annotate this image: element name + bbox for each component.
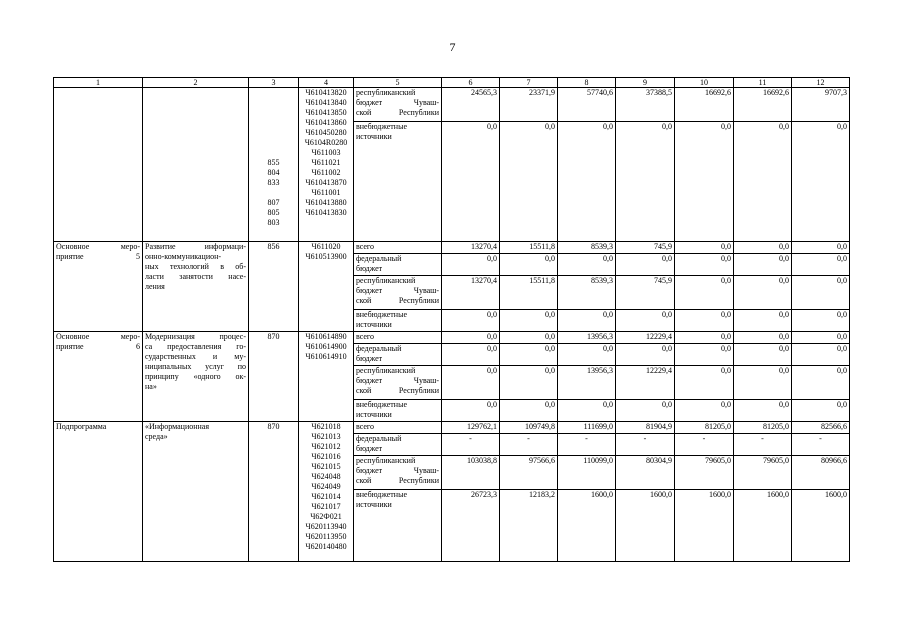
measure-name-line: Основное меро- xyxy=(56,242,140,251)
amount-cell: 0,0 xyxy=(734,122,792,242)
target-article-code: Ч610413840 xyxy=(305,98,347,107)
funding-source-cell xyxy=(354,88,442,122)
amount-cell: 12229,4 xyxy=(616,366,675,400)
amount-cell: 0,0 xyxy=(442,310,500,332)
amount-cell: 0,0 xyxy=(792,310,850,332)
amount-cell: 0,0 xyxy=(734,344,792,366)
measure-description-line: ласти занятости насе- xyxy=(145,272,246,281)
code-spacer xyxy=(251,88,296,158)
target-article-code: Ч611020 xyxy=(311,242,341,251)
target-article-code: Ч610413850 xyxy=(305,108,347,117)
budget-table xyxy=(53,77,850,562)
target-article-cell xyxy=(299,422,354,562)
amount-cell: 0,0 xyxy=(616,400,675,422)
amount-cell: 0,0 xyxy=(500,310,558,332)
column-header: 8 xyxy=(558,78,616,88)
amount-cell: - xyxy=(792,434,850,456)
amount-cell: 0,0 xyxy=(675,366,734,400)
column-header: 10 xyxy=(675,78,734,88)
amount-cell: 110099,0 xyxy=(558,456,616,490)
page-number: 7 xyxy=(449,40,456,54)
funding-source-line: федеральный xyxy=(356,344,402,353)
funding-source-line: всего xyxy=(356,332,375,341)
target-article-code: Ч611003 xyxy=(311,148,341,157)
target-article-code: Ч621016 xyxy=(311,452,341,461)
amount-cell: 0,0 xyxy=(500,254,558,276)
funding-source-line: ской Республики xyxy=(356,108,439,117)
funding-source-cell xyxy=(354,310,442,332)
amount-cell: 0,0 xyxy=(675,310,734,332)
measure-description-line: ления xyxy=(145,282,165,291)
amount-cell: 0,0 xyxy=(500,400,558,422)
funding-source-cell xyxy=(354,490,442,562)
target-article-code: Ч611021 xyxy=(311,158,341,167)
amount-cell: 0,0 xyxy=(792,276,850,310)
ministry-code: 870 xyxy=(267,422,280,431)
target-article-code: Ч610614890 xyxy=(305,332,347,341)
measure-description-cell xyxy=(143,422,249,562)
target-article-code: Ч610614900 xyxy=(305,342,347,351)
amount-cell: 0,0 xyxy=(675,254,734,276)
target-article-code: Ч610413820 xyxy=(305,88,347,97)
amount-cell: 0,0 xyxy=(734,366,792,400)
funding-source-cell xyxy=(354,366,442,400)
ministry-code-cell xyxy=(249,422,299,562)
amount-cell: 0,0 xyxy=(792,242,850,254)
funding-source-line: бюджет xyxy=(356,264,383,273)
target-article-code: Ч610413870 xyxy=(305,178,347,187)
target-article-cell xyxy=(299,88,354,242)
funding-source-line: внебюджетные xyxy=(356,400,407,409)
ministry-code: 805 xyxy=(267,208,280,217)
amount-cell: 0,0 xyxy=(734,276,792,310)
amount-cell: 37388,5 xyxy=(616,88,675,122)
funding-source-line: ской Республики xyxy=(356,296,439,305)
amount-cell: 16692,6 xyxy=(675,88,734,122)
amount-cell: 13956,3 xyxy=(558,366,616,400)
amount-cell: - xyxy=(734,434,792,456)
amount-cell: 745,9 xyxy=(616,276,675,310)
target-article-cell xyxy=(299,242,354,332)
funding-source-line: республиканский xyxy=(356,88,416,97)
funding-source-line: всего xyxy=(356,422,375,431)
amount-cell: 0,0 xyxy=(792,254,850,276)
measure-description-line: са предоставления го- xyxy=(145,342,246,351)
funding-source-cell xyxy=(354,422,442,434)
measure-name-cell xyxy=(54,332,143,422)
measure-description-line: среда» xyxy=(145,432,168,441)
column-header: 7 xyxy=(500,78,558,88)
funding-source-line: внебюджетные xyxy=(356,310,407,319)
target-article-code: Ч610614910 xyxy=(305,352,347,361)
amount-cell: 1600,0 xyxy=(675,490,734,562)
amount-cell: 24565,3 xyxy=(442,88,500,122)
amount-cell: 745,9 xyxy=(616,242,675,254)
amount-cell: 0,0 xyxy=(675,332,734,344)
funding-source-line: бюджет Чуваш- xyxy=(356,466,439,475)
ministry-code: 804 xyxy=(267,168,280,177)
funding-source-line: федеральный xyxy=(356,254,402,263)
funding-source-line: источники xyxy=(356,320,392,329)
funding-source-line: бюджет Чуваш- xyxy=(356,98,439,107)
funding-source-cell xyxy=(354,254,442,276)
target-article-code: Ч620140480 xyxy=(305,542,347,551)
amount-cell: 0,0 xyxy=(675,400,734,422)
funding-source-cell xyxy=(354,434,442,456)
amount-cell: 0,0 xyxy=(734,332,792,344)
table-row xyxy=(54,332,850,344)
target-article-code: Ч62Ф021 xyxy=(310,512,342,521)
target-article-code: Ч610450280 xyxy=(305,128,347,137)
amount-cell: 0,0 xyxy=(675,242,734,254)
amount-cell: 0,0 xyxy=(792,122,850,242)
amount-cell: 0,0 xyxy=(675,344,734,366)
funding-source-cell xyxy=(354,332,442,344)
amount-cell: 0,0 xyxy=(442,344,500,366)
funding-source-line: республиканский xyxy=(356,276,416,285)
amount-cell: 0,0 xyxy=(442,332,500,344)
amount-cell: 0,0 xyxy=(500,122,558,242)
amount-cell: 8539,3 xyxy=(558,242,616,254)
amount-cell: 1600,0 xyxy=(558,490,616,562)
target-article-code: Ч620113950 xyxy=(305,532,347,541)
amount-cell: 57740,6 xyxy=(558,88,616,122)
amount-cell: 0,0 xyxy=(792,400,850,422)
amount-cell: 0,0 xyxy=(558,400,616,422)
table-row xyxy=(54,422,850,434)
amount-cell: 0,0 xyxy=(616,254,675,276)
measure-description-line: Развитие информаци- xyxy=(145,242,246,251)
funding-source-line: ской Республики xyxy=(356,386,439,395)
amount-cell: - xyxy=(442,434,500,456)
amount-cell: 0,0 xyxy=(792,332,850,344)
target-article-code: Ч610413830 xyxy=(305,208,347,217)
column-header-row xyxy=(54,78,850,88)
measure-name-line: Подпрограмма xyxy=(56,422,107,431)
amount-cell: 12183,2 xyxy=(500,490,558,562)
amount-cell: - xyxy=(616,434,675,456)
amount-cell: 80966,6 xyxy=(792,456,850,490)
column-header: 3 xyxy=(249,78,299,88)
amount-cell: 15511,8 xyxy=(500,242,558,254)
ministry-code: 856 xyxy=(267,242,280,251)
amount-cell: 0,0 xyxy=(442,122,500,242)
funding-source-line: бюджет Чуваш- xyxy=(356,286,439,295)
measure-description-line: на» xyxy=(145,382,157,391)
target-article-code: Ч624049 xyxy=(311,482,341,491)
target-article-code: Ч621014 xyxy=(311,492,341,501)
amount-cell: 0,0 xyxy=(442,254,500,276)
target-article-code: Ч624048 xyxy=(311,472,341,481)
funding-source-cell xyxy=(354,242,442,254)
amount-cell: 0,0 xyxy=(616,122,675,242)
amount-cell: 0,0 xyxy=(558,344,616,366)
measure-description-line: онно-коммуникацион- xyxy=(145,252,222,261)
funding-source-line: бюджет Чуваш- xyxy=(356,376,439,385)
amount-cell: 8539,3 xyxy=(558,276,616,310)
amount-cell: 13270,4 xyxy=(442,242,500,254)
amount-cell: 82566,6 xyxy=(792,422,850,434)
measure-description-line: «Информационная xyxy=(145,422,210,431)
column-header: 6 xyxy=(442,78,500,88)
amount-cell: 0,0 xyxy=(558,310,616,332)
ministry-code-cell xyxy=(249,242,299,332)
amount-cell: 81205,0 xyxy=(734,422,792,434)
column-header: 12 xyxy=(792,78,850,88)
ministry-code: 803 xyxy=(267,218,280,227)
amount-cell: 1600,0 xyxy=(734,490,792,562)
measure-description-line: ниципальных услуг по xyxy=(145,362,246,371)
column-header: 11 xyxy=(734,78,792,88)
amount-cell: 129762,1 xyxy=(442,422,500,434)
amount-cell: 0,0 xyxy=(442,400,500,422)
amount-cell: 81904,9 xyxy=(616,422,675,434)
target-article-code: Ч621018 xyxy=(311,422,341,431)
amount-cell: 103038,8 xyxy=(442,456,500,490)
funding-source-line: бюджет xyxy=(356,444,383,453)
amount-cell: 0,0 xyxy=(558,122,616,242)
amount-cell: 81205,0 xyxy=(675,422,734,434)
amount-cell: 0,0 xyxy=(734,400,792,422)
amount-cell: 1600,0 xyxy=(792,490,850,562)
measure-name-cell xyxy=(54,88,143,242)
amount-cell: 111699,0 xyxy=(558,422,616,434)
amount-cell: 0,0 xyxy=(558,254,616,276)
funding-source-cell xyxy=(354,400,442,422)
amount-cell: 80304,9 xyxy=(616,456,675,490)
amount-cell: 9707,3 xyxy=(792,88,850,122)
funding-source-line: бюджет xyxy=(356,354,383,363)
target-article-cell xyxy=(299,332,354,422)
funding-source-line: внебюджетные xyxy=(356,122,407,131)
funding-source-cell xyxy=(354,456,442,490)
target-article-code: Ч621012 xyxy=(311,442,341,451)
funding-source-line: республиканский xyxy=(356,366,416,375)
amount-cell: 0,0 xyxy=(734,242,792,254)
target-article-code: Ч621015 xyxy=(311,462,341,471)
target-article-code: Ч6104R0280 xyxy=(304,138,348,147)
ministry-code: 870 xyxy=(267,332,280,341)
column-header: 9 xyxy=(616,78,675,88)
column-header: 5 xyxy=(354,78,442,88)
amount-cell: 79605,0 xyxy=(734,456,792,490)
amount-cell: 0,0 xyxy=(442,366,500,400)
target-article-code: Ч610413860 xyxy=(305,118,347,127)
ministry-code-cell xyxy=(249,88,299,242)
measure-description-cell xyxy=(143,88,249,242)
target-article-code: Ч611001 xyxy=(311,188,341,197)
funding-source-cell xyxy=(354,122,442,242)
amount-cell: 0,0 xyxy=(616,310,675,332)
funding-source-line: источники xyxy=(356,132,392,141)
column-header: 2 xyxy=(143,78,249,88)
target-article-code: Ч610413880 xyxy=(305,198,347,207)
column-header: 1 xyxy=(54,78,143,88)
funding-source-line: источники xyxy=(356,410,392,419)
amount-cell: 26723,3 xyxy=(442,490,500,562)
table-row xyxy=(54,242,850,254)
amount-cell: 0,0 xyxy=(500,366,558,400)
measure-name-cell xyxy=(54,242,143,332)
funding-source-line: всего xyxy=(356,242,375,251)
amount-cell: 0,0 xyxy=(734,254,792,276)
ministry-code-cell xyxy=(249,332,299,422)
funding-source-cell xyxy=(354,344,442,366)
amount-cell: 23371,9 xyxy=(500,88,558,122)
funding-source-cell xyxy=(354,276,442,310)
ministry-code: 833 xyxy=(267,178,280,187)
measure-description-line: принципу «одного ок- xyxy=(145,372,246,381)
measure-description-line: Модернизация процес- xyxy=(145,332,246,341)
target-article-code: Ч611002 xyxy=(311,168,341,177)
measure-name-line: приятие 5 xyxy=(56,252,140,261)
amount-cell: - xyxy=(675,434,734,456)
amount-cell: 13270,4 xyxy=(442,276,500,310)
target-article-code: Ч621017 xyxy=(311,502,341,511)
amount-cell: 15511,8 xyxy=(500,276,558,310)
measure-name-line: приятие 6 xyxy=(56,342,140,351)
amount-cell: 0,0 xyxy=(792,344,850,366)
target-article-code: Ч621013 xyxy=(311,432,341,441)
amount-cell: 109749,8 xyxy=(500,422,558,434)
measure-description-cell xyxy=(143,242,249,332)
amount-cell: 0,0 xyxy=(675,276,734,310)
funding-source-line: источники xyxy=(356,500,392,509)
amount-cell: 0,0 xyxy=(734,310,792,332)
amount-cell: 0,0 xyxy=(500,344,558,366)
table-row xyxy=(54,88,850,122)
funding-source-line: республиканский xyxy=(356,456,416,465)
amount-cell: - xyxy=(500,434,558,456)
amount-cell: 97566,6 xyxy=(500,456,558,490)
measure-description-line: сударственных и му- xyxy=(145,352,246,361)
amount-cell: 0,0 xyxy=(500,332,558,344)
amount-cell: 1600,0 xyxy=(616,490,675,562)
funding-source-line: федеральный xyxy=(356,434,402,443)
target-article-code: Ч620113940 xyxy=(305,522,347,531)
amount-cell: 79605,0 xyxy=(675,456,734,490)
ministry-code: 807 xyxy=(267,198,280,207)
funding-source-line: ской Республики xyxy=(356,476,439,485)
amount-cell: 0,0 xyxy=(792,366,850,400)
amount-cell: - xyxy=(558,434,616,456)
measure-description-line: ных технологий в об- xyxy=(145,262,246,271)
ministry-code: 855 xyxy=(267,158,280,167)
amount-cell: 16692,6 xyxy=(734,88,792,122)
column-header: 4 xyxy=(299,78,354,88)
amount-cell: 12229,4 xyxy=(616,332,675,344)
amount-cell: 0,0 xyxy=(616,344,675,366)
target-article-code: Ч610513900 xyxy=(305,252,347,261)
measure-name-line: Основное меро- xyxy=(56,332,140,341)
measure-name-cell xyxy=(54,422,143,562)
funding-source-line: внебюджетные xyxy=(356,490,407,499)
measure-description-cell xyxy=(143,332,249,422)
amount-cell: 13956,3 xyxy=(558,332,616,344)
amount-cell: 0,0 xyxy=(675,122,734,242)
